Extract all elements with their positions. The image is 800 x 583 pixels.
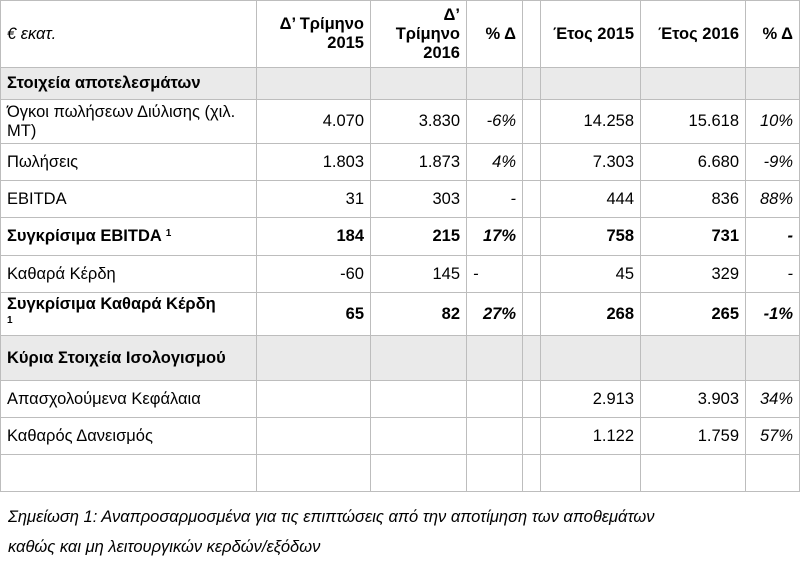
footnote-ref: 1 — [165, 228, 172, 239]
cell-pct-q: -6% — [467, 100, 523, 144]
cell-q4-2016: 145 — [371, 256, 467, 293]
cell-q4-2016: 303 — [371, 181, 467, 218]
row-label: Όγκοι πωλήσεων Διύλισης (χιλ. ΜΤ) — [1, 100, 257, 144]
cell-pct-y: 88% — [746, 181, 800, 218]
col-pct-q: % Δ — [467, 1, 523, 68]
col-pct-y: % Δ — [746, 1, 800, 68]
table-row — [1, 100, 800, 144]
cell-year-2015: 2.913 — [541, 381, 641, 418]
table-row — [1, 144, 800, 181]
table-row — [1, 256, 800, 293]
cell-year-2016: 731 — [641, 218, 746, 256]
cell-year-2016: 329 — [641, 256, 746, 293]
cell-pct-q: 27% — [467, 293, 523, 336]
cell-pct-y: 34% — [746, 381, 800, 418]
footnote-ref: 1 — [7, 315, 13, 326]
row-label: Απασχολούμενα Κεφάλαια — [1, 381, 257, 418]
cell-year-2015: 14.258 — [541, 100, 641, 144]
table-row — [1, 181, 800, 218]
unit-label: € εκατ. — [1, 1, 257, 68]
table-header-row — [1, 1, 800, 68]
col-year-2015: Έτος 2015 — [541, 1, 641, 68]
cell-pct-y: 57% — [746, 418, 800, 455]
cell-q4-2015: 65 — [257, 293, 371, 336]
section-row-balance — [1, 336, 800, 381]
cell-pct-y: -1% — [746, 293, 800, 336]
section-row-results — [1, 68, 800, 100]
cell-pct-y: - — [746, 218, 800, 256]
table-row — [1, 293, 800, 336]
cell-year-2015: 268 — [541, 293, 641, 336]
empty-row — [1, 455, 800, 492]
cell-year-2016: 6.680 — [641, 144, 746, 181]
cell-year-2015: 45 — [541, 256, 641, 293]
cell-year-2016: 836 — [641, 181, 746, 218]
table-row — [1, 218, 800, 256]
cell-year-2015: 1.122 — [541, 418, 641, 455]
cell-year-2015: 758 — [541, 218, 641, 256]
footnote-line-2: καθώς και μη λειτουργικών κερδών/εξόδων — [8, 538, 321, 556]
row-label-cell — [1, 218, 257, 256]
cell-q4-2015: 4.070 — [257, 100, 371, 144]
row-label-cell — [1, 293, 257, 336]
cell-year-2016: 15.618 — [641, 100, 746, 144]
cell-year-2016: 3.903 — [641, 381, 746, 418]
cell-q4-2015: 184 — [257, 218, 371, 256]
row-label: Καθαρά Κέρδη — [1, 256, 257, 293]
cell-q4-2016: 82 — [371, 293, 467, 336]
cell-q4-2015: -60 — [257, 256, 371, 293]
section-title: Στοιχεία αποτελεσμάτων — [1, 68, 257, 100]
col-q4-2016: Δ’ Τρίμηνο 2016 — [371, 1, 467, 68]
row-label: EBITDA — [1, 181, 257, 218]
row-label: Συγκρίσιμα EBITDA — [7, 227, 162, 245]
cell-pct-q: 4% — [467, 144, 523, 181]
cell-year-2016: 265 — [641, 293, 746, 336]
cell-q4-2015: 31 — [257, 181, 371, 218]
cell-pct-y: - — [746, 256, 800, 293]
cell-pct-q: - — [467, 256, 523, 293]
cell-q4-2015: 1.803 — [257, 144, 371, 181]
cell-year-2016: 1.759 — [641, 418, 746, 455]
footnote — [8, 502, 788, 562]
column-gap — [523, 1, 541, 68]
cell-q4-2016: 3.830 — [371, 100, 467, 144]
col-q4-2015: Δ’ Τρίμηνο 2015 — [257, 1, 371, 68]
row-label: Πωλήσεις — [1, 144, 257, 181]
cell-year-2015: 7.303 — [541, 144, 641, 181]
cell-pct-y: -9% — [746, 144, 800, 181]
table-row — [1, 381, 800, 418]
cell-pct-q: 17% — [467, 218, 523, 256]
cell-pct-y: 10% — [746, 100, 800, 144]
footnote-line-1: Σημείωση 1: Αναπροσαρμοσμένα για τις επιπτώσεις από την αποτίμηση των αποθεμάτων — [8, 508, 655, 526]
cell-q4-2016: 215 — [371, 218, 467, 256]
row-label: Καθαρός Δανεισμός — [1, 418, 257, 455]
col-year-2016: Έτος 2016 — [641, 1, 746, 68]
cell-year-2015: 444 — [541, 181, 641, 218]
cell-q4-2016: 1.873 — [371, 144, 467, 181]
table-row — [1, 418, 800, 455]
section-title: Κύρια Στοιχεία Ισολογισμού — [1, 336, 257, 381]
row-label: Συγκρίσιμα Καθαρά Κέρδη — [7, 295, 216, 313]
cell-pct-q: - — [467, 181, 523, 218]
